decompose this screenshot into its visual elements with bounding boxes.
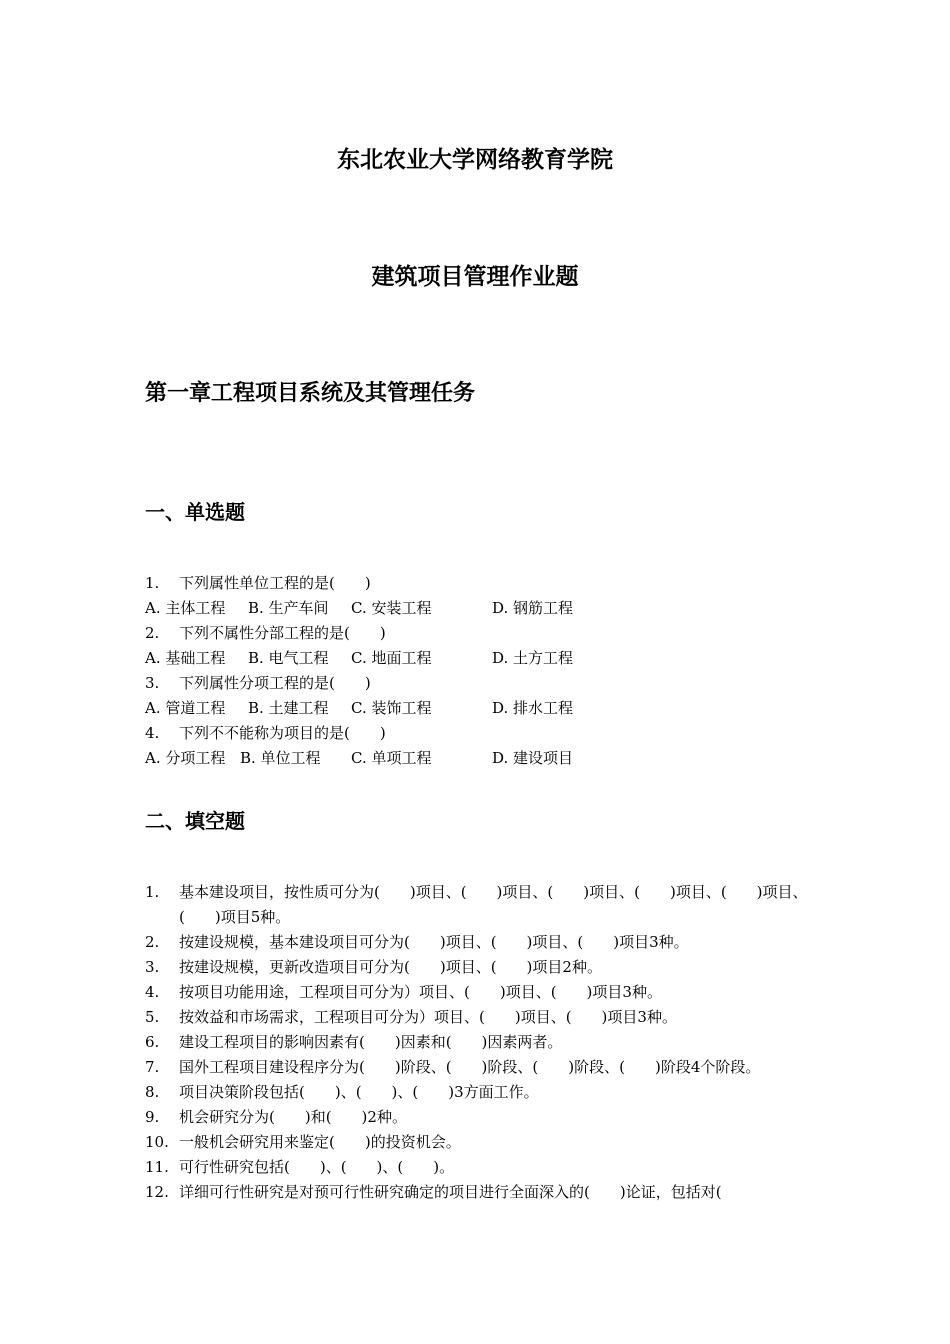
question-text: 下列不属性分部工程的是( ) <box>179 624 386 642</box>
question-number: 5. <box>145 1008 160 1026</box>
question-item <box>145 930 815 955</box>
options-row <box>145 596 815 621</box>
section-heading-fill-blank: 二、填空题 <box>145 809 245 833</box>
question-text: 详细可行性研究是对预可行性研究确定的项目进行全面深入的( )论证，包括对( <box>179 1183 722 1201</box>
question-item <box>145 1080 815 1105</box>
question-item <box>145 1030 815 1055</box>
question-item <box>145 671 815 696</box>
question-number: 10. <box>145 1133 169 1151</box>
question-number: 1. <box>145 574 160 592</box>
question-text: 下列属性分项工程的是( ) <box>179 674 371 692</box>
question-text: 机会研究分为( )和( )2种。 <box>179 1108 407 1126</box>
question-number: 4. <box>145 724 160 742</box>
question-number: 1. <box>145 883 160 901</box>
option-d: D. 土方工程 <box>492 649 574 667</box>
question-item <box>145 1180 815 1205</box>
option-b: B. 单位工程 <box>240 749 321 767</box>
question-text: 一般机会研究用来鉴定( )的投资机会。 <box>179 1133 461 1151</box>
question-item <box>145 955 815 980</box>
option-d: D. 钢筋工程 <box>492 599 574 617</box>
question-number: 6. <box>145 1033 160 1051</box>
question-number: 12. <box>145 1183 169 1201</box>
question-text: 下列属性单位工程的是( ) <box>179 574 371 592</box>
question-item <box>145 980 815 1005</box>
question-number: 3. <box>145 674 160 692</box>
options-row <box>145 646 815 671</box>
option-c: C. 单项工程 <box>351 749 432 767</box>
question-item <box>145 1105 815 1130</box>
question-text: 按建设规模，基本建设项目可分为( )项目、( )项目、( )项目3种。 <box>179 933 689 951</box>
question-item <box>145 1130 815 1155</box>
question-item <box>145 571 815 596</box>
question-number: 4. <box>145 983 160 1001</box>
question-number: 2. <box>145 624 160 642</box>
question-text: 下列不不能称为项目的是( ) <box>179 724 386 742</box>
question-number: 7. <box>145 1058 160 1076</box>
question-text: 按建设规模，更新改造项目可分为( )项目、( )项目2种。 <box>179 958 602 976</box>
fill-blank-list <box>145 880 815 1205</box>
options-row <box>145 696 815 721</box>
question-item <box>145 721 815 746</box>
question-number: 8. <box>145 1083 160 1101</box>
question-text: 按效益和市场需求，工程项目可分为）项目、( )项目、( )项目3种。 <box>179 1008 677 1026</box>
question-number: 2. <box>145 933 160 951</box>
question-item <box>145 1155 815 1180</box>
question-text: 按项目功能用途，工程项目可分为）项目、( )项目、( )项目3种。 <box>179 983 662 1001</box>
option-c: C. 地面工程 <box>351 649 432 667</box>
question-text: 可行性研究包括( )、( )、( )。 <box>179 1158 455 1176</box>
option-a: A. 分项工程 <box>145 749 226 767</box>
option-b: B. 电气工程 <box>248 649 329 667</box>
chapter-title: 第一章工程项目系统及其管理任务 <box>145 381 476 406</box>
option-d: D. 建设项目 <box>492 749 574 767</box>
option-a: A. 主体工程 <box>145 599 226 617</box>
question-number: 9. <box>145 1108 160 1126</box>
option-b: B. 土建工程 <box>248 699 329 717</box>
option-d: D. 排水工程 <box>492 699 574 717</box>
option-c: C. 安装工程 <box>351 599 432 617</box>
question-text: 基本建设项目，按性质可分为( )项目、( )项目、( )项目、( )项目、( )项目、( )项目5种。 <box>179 883 808 926</box>
single-choice-list <box>145 571 815 771</box>
section-heading-single-choice: 一、单选题 <box>145 500 245 524</box>
question-item <box>145 1005 815 1030</box>
question-item <box>145 1055 815 1080</box>
document-title: 建筑项目管理作业题 <box>371 264 579 290</box>
option-b: B. 生产车间 <box>248 599 329 617</box>
question-number: 3. <box>145 958 160 976</box>
question-text: 国外工程项目建设程序分为( )阶段、( )阶段、( )阶段、( )阶段4个阶段。 <box>179 1058 761 1076</box>
option-a: A. 基础工程 <box>145 649 226 667</box>
option-c: C. 装饰工程 <box>351 699 432 717</box>
question-item <box>145 621 815 646</box>
question-number: 11. <box>145 1158 169 1176</box>
question-text: 项目决策阶段包括( )、( )、( )3方面工作。 <box>179 1083 539 1101</box>
question-text: 建设工程项目的影响因素有( )因素和( )因素两者。 <box>179 1033 563 1051</box>
question-item <box>145 880 815 930</box>
institution-title: 东北农业大学网络教育学院 <box>337 147 613 173</box>
options-row <box>145 746 815 771</box>
option-a: A. 管道工程 <box>145 699 226 717</box>
